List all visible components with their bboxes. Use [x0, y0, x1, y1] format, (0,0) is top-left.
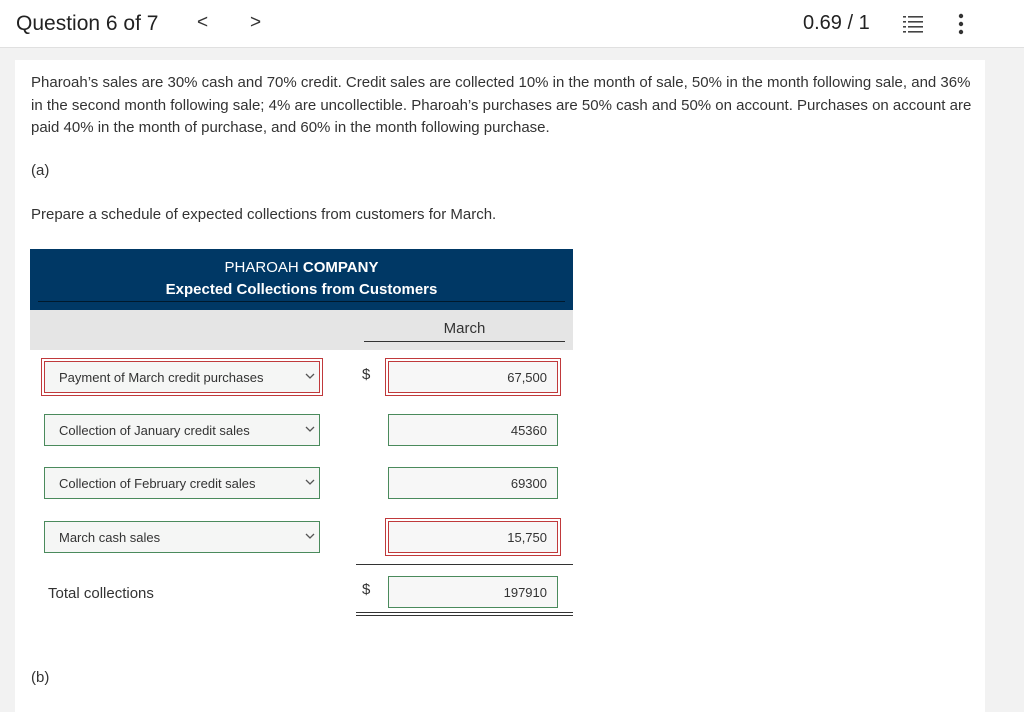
row-2-label-text: Collection of January credit sales [59, 423, 250, 438]
row-4-amount-input[interactable]: 15,750 [388, 521, 558, 553]
total-collections-label: Total collections [48, 585, 154, 602]
question-label: Question 6 of 7 [16, 12, 159, 35]
schedule-title: Expected Collections from Customers [165, 281, 438, 298]
row-1-label-text: Payment of March credit purchases [59, 370, 264, 385]
total-dollar-sign: $ [362, 581, 371, 598]
row-3-label-text: Collection of February credit sales [59, 476, 256, 491]
schedule-header [30, 249, 573, 310]
row-2-label-select[interactable] [44, 414, 320, 446]
row-2-amount-input[interactable]: 45360 [388, 414, 558, 446]
collections-schedule [30, 249, 573, 615]
list-icon[interactable] [903, 14, 923, 34]
part-a-prompt: Prepare a schedule of expected collections from customers for March. [31, 206, 497, 223]
score-display: 0.69 / 1 [803, 12, 870, 34]
column-header-underline [364, 341, 565, 342]
subtotal-rule [356, 564, 573, 565]
more-vertical-icon[interactable] [953, 13, 969, 35]
problem-intro: Pharoah’s sales are 30% cash and 70% credit. Credit sales are collected 10% in the month of sale, 50% in the month following sale, and 36% in the second month following sale; 4% are uncollectible. Pharoah’s purchases are 50% cash and 50% on account. Purchases on account are paid 40% in the month of purchase, and 60% in the month following purchase. [31, 74, 972, 136]
row-1-dollar-sign: $ [362, 366, 371, 383]
chevron-down-icon [305, 533, 315, 540]
row-4-label-select[interactable] [44, 521, 320, 553]
next-question-button[interactable]: > [250, 12, 262, 33]
row-4-label-text: March cash sales [59, 530, 161, 545]
total-double-rule [356, 612, 573, 616]
chevron-down-icon [305, 373, 315, 380]
part-b-label: (b) [31, 669, 50, 686]
row-1-amount-input[interactable]: 67,500 [388, 361, 558, 393]
company-name: PHAROAH COMPANY [224, 259, 379, 276]
chevron-down-icon [305, 479, 315, 486]
previous-question-button[interactable]: < [197, 12, 209, 33]
total-collections-input[interactable]: 197910 [388, 576, 558, 608]
part-a-label: (a) [31, 162, 50, 179]
chevron-down-icon [305, 426, 315, 433]
top-bar [0, 0, 1024, 48]
column-header-band [30, 310, 573, 350]
question-content [15, 60, 985, 712]
row-1-label-select[interactable] [44, 361, 320, 393]
column-header-march: March [443, 320, 486, 337]
row-3-amount-input[interactable]: 69300 [388, 467, 558, 499]
header-divider [38, 301, 565, 302]
row-3-label-select[interactable] [44, 467, 320, 499]
